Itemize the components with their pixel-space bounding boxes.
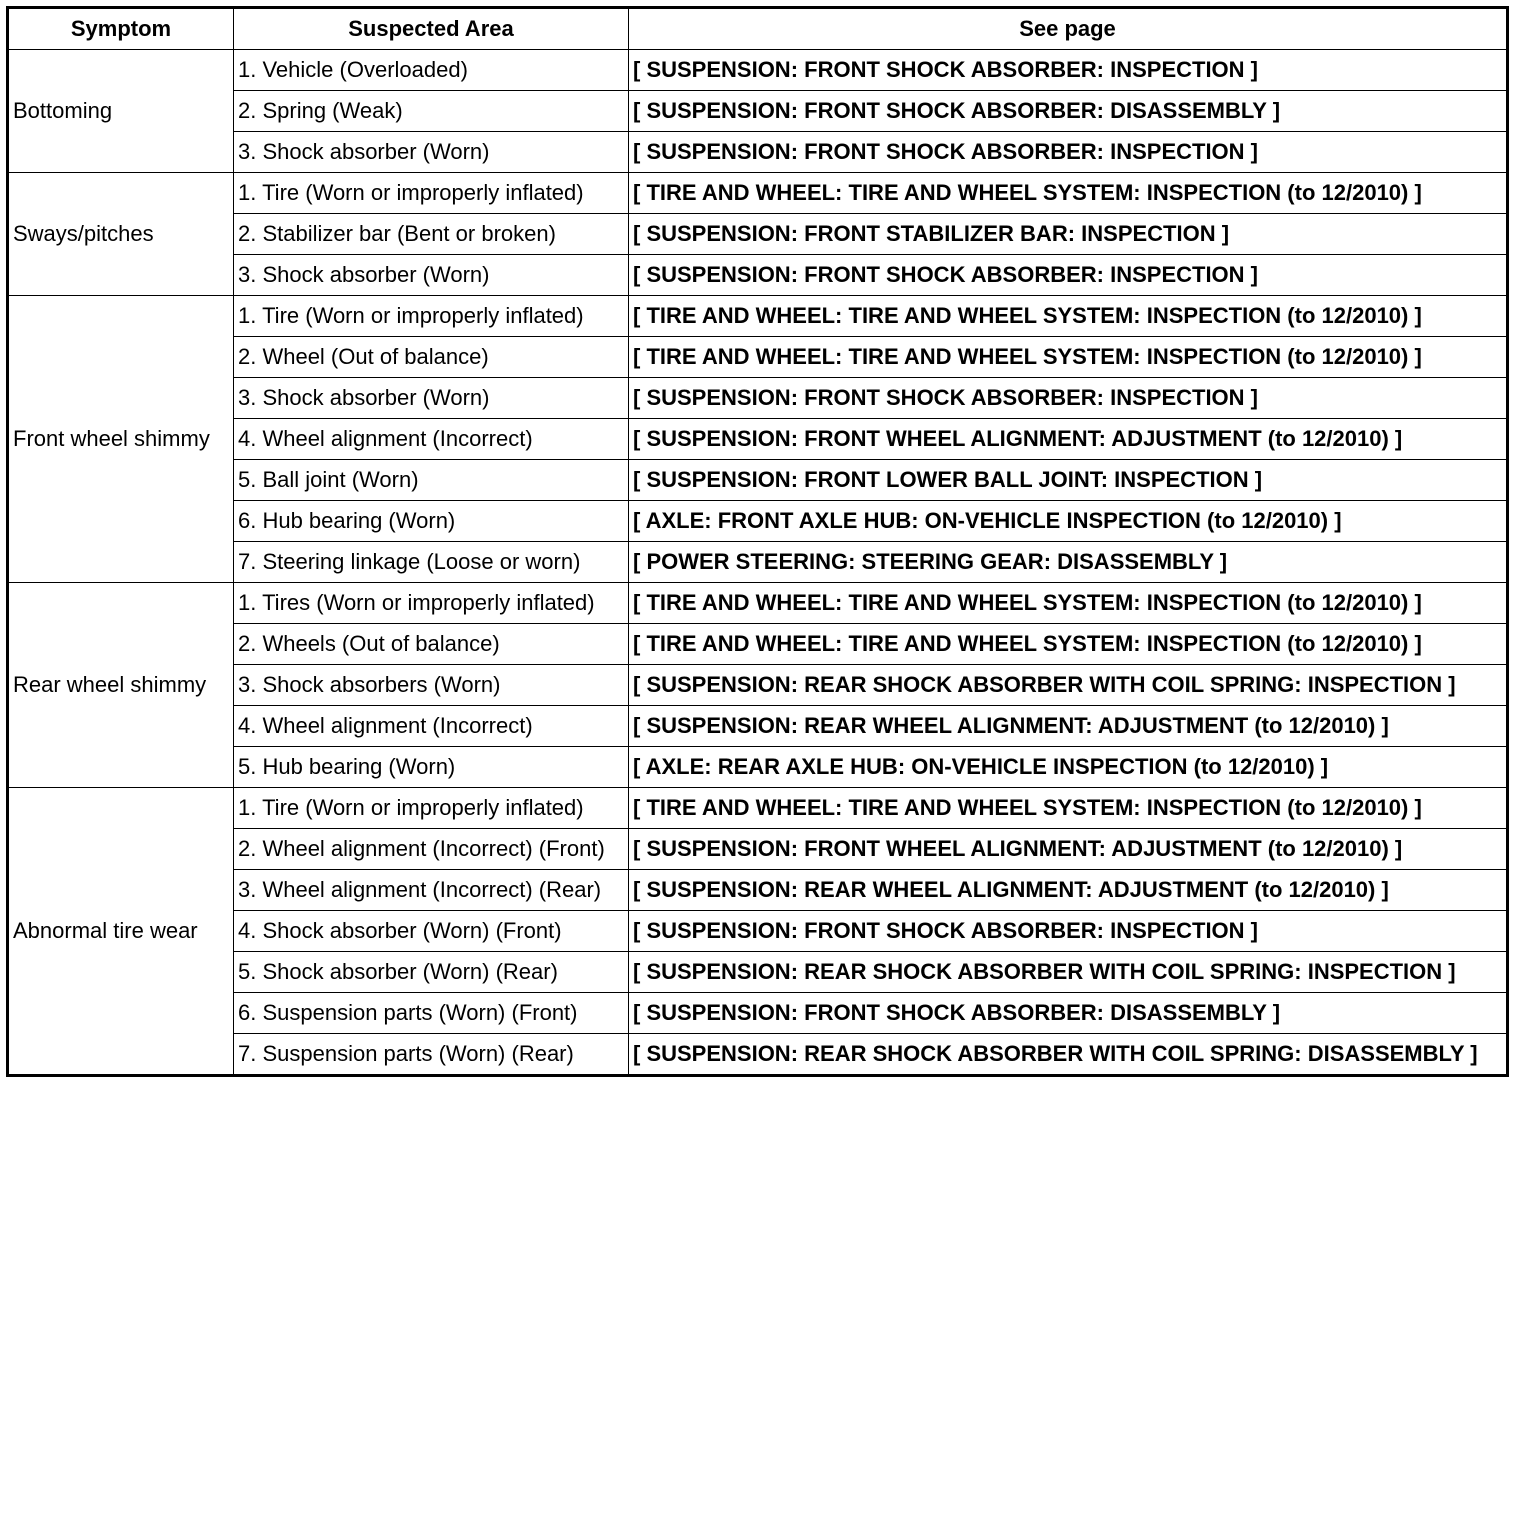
suspected-area-cell: 3. Wheel alignment (Incorrect) (Rear) bbox=[234, 870, 629, 911]
table-row bbox=[8, 50, 1508, 91]
suspected-area-cell: 4. Wheel alignment (Incorrect) bbox=[234, 706, 629, 747]
see-page-reference[interactable]: [ TIRE AND WHEEL: TIRE AND WHEEL SYSTEM: INSPECTION (to 12/2010) ] bbox=[629, 788, 1508, 829]
suspected-area-cell: 2. Spring (Weak) bbox=[234, 91, 629, 132]
see-page-reference[interactable]: [ SUSPENSION: REAR SHOCK ABSORBER WITH COIL SPRING: INSPECTION ] bbox=[629, 952, 1508, 993]
suspected-area-cell: 4. Shock absorber (Worn) (Front) bbox=[234, 911, 629, 952]
see-page-reference[interactable]: [ SUSPENSION: FRONT SHOCK ABSORBER: INSPECTION ] bbox=[629, 255, 1508, 296]
see-page-reference[interactable]: [ POWER STEERING: STEERING GEAR: DISASSEMBLY ] bbox=[629, 542, 1508, 583]
suspected-area-cell: 7. Suspension parts (Worn) (Rear) bbox=[234, 1034, 629, 1076]
table-row bbox=[8, 173, 1508, 214]
header-row bbox=[8, 8, 1508, 50]
see-page-reference[interactable]: [ SUSPENSION: FRONT SHOCK ABSORBER: DISASSEMBLY ] bbox=[629, 91, 1508, 132]
suspected-area-cell: 6. Hub bearing (Worn) bbox=[234, 501, 629, 542]
header-suspected-area: Suspected Area bbox=[234, 8, 629, 50]
suspected-area-cell: 2. Wheel (Out of balance) bbox=[234, 337, 629, 378]
suspected-area-cell: 1. Tire (Worn or improperly inflated) bbox=[234, 296, 629, 337]
suspected-area-cell: 5. Hub bearing (Worn) bbox=[234, 747, 629, 788]
symptom-cell: Rear wheel shimmy bbox=[8, 583, 234, 788]
suspected-area-cell: 2. Wheel alignment (Incorrect) (Front) bbox=[234, 829, 629, 870]
see-page-reference[interactable]: [ SUSPENSION: FRONT LOWER BALL JOINT: INSPECTION ] bbox=[629, 460, 1508, 501]
header-see-page: See page bbox=[629, 8, 1508, 50]
see-page-reference[interactable]: [ TIRE AND WHEEL: TIRE AND WHEEL SYSTEM: INSPECTION (to 12/2010) ] bbox=[629, 337, 1508, 378]
see-page-reference[interactable]: [ SUSPENSION: FRONT WHEEL ALIGNMENT: ADJUSTMENT (to 12/2010) ] bbox=[629, 829, 1508, 870]
suspected-area-cell: 1. Tire (Worn or improperly inflated) bbox=[234, 173, 629, 214]
see-page-reference[interactable]: [ TIRE AND WHEEL: TIRE AND WHEEL SYSTEM: INSPECTION (to 12/2010) ] bbox=[629, 296, 1508, 337]
suspected-area-cell: 6. Suspension parts (Worn) (Front) bbox=[234, 993, 629, 1034]
see-page-reference[interactable]: [ TIRE AND WHEEL: TIRE AND WHEEL SYSTEM: INSPECTION (to 12/2010) ] bbox=[629, 624, 1508, 665]
symptom-cell: Front wheel shimmy bbox=[8, 296, 234, 583]
symptom-cell: Sways/pitches bbox=[8, 173, 234, 296]
suspected-area-cell: 2. Stabilizer bar (Bent or broken) bbox=[234, 214, 629, 255]
see-page-reference[interactable]: [ SUSPENSION: FRONT SHOCK ABSORBER: DISASSEMBLY ] bbox=[629, 993, 1508, 1034]
suspected-area-cell: 1. Tires (Worn or improperly inflated) bbox=[234, 583, 629, 624]
table-row bbox=[8, 296, 1508, 337]
suspected-area-cell: 3. Shock absorber (Worn) bbox=[234, 255, 629, 296]
suspected-area-cell: 4. Wheel alignment (Incorrect) bbox=[234, 419, 629, 460]
header-symptom: Symptom bbox=[8, 8, 234, 50]
see-page-reference[interactable]: [ SUSPENSION: FRONT SHOCK ABSORBER: INSPECTION ] bbox=[629, 378, 1508, 419]
see-page-reference[interactable]: [ TIRE AND WHEEL: TIRE AND WHEEL SYSTEM: INSPECTION (to 12/2010) ] bbox=[629, 173, 1508, 214]
diagnosis-table bbox=[6, 6, 1509, 1077]
table-body bbox=[8, 50, 1508, 1076]
see-page-reference[interactable]: [ SUSPENSION: REAR SHOCK ABSORBER WITH COIL SPRING: DISASSEMBLY ] bbox=[629, 1034, 1508, 1076]
see-page-reference[interactable]: [ AXLE: REAR AXLE HUB: ON-VEHICLE INSPECTION (to 12/2010) ] bbox=[629, 747, 1508, 788]
suspected-area-cell: 7. Steering linkage (Loose or worn) bbox=[234, 542, 629, 583]
suspected-area-cell: 2. Wheels (Out of balance) bbox=[234, 624, 629, 665]
see-page-reference[interactable]: [ SUSPENSION: FRONT SHOCK ABSORBER: INSPECTION ] bbox=[629, 132, 1508, 173]
see-page-reference[interactable]: [ TIRE AND WHEEL: TIRE AND WHEEL SYSTEM: INSPECTION (to 12/2010) ] bbox=[629, 583, 1508, 624]
table-row bbox=[8, 788, 1508, 829]
suspected-area-cell: 3. Shock absorber (Worn) bbox=[234, 132, 629, 173]
see-page-reference[interactable]: [ SUSPENSION: FRONT WHEEL ALIGNMENT: ADJUSTMENT (to 12/2010) ] bbox=[629, 419, 1508, 460]
suspected-area-cell: 5. Shock absorber (Worn) (Rear) bbox=[234, 952, 629, 993]
suspected-area-cell: 5. Ball joint (Worn) bbox=[234, 460, 629, 501]
see-page-reference[interactable]: [ AXLE: FRONT AXLE HUB: ON-VEHICLE INSPECTION (to 12/2010) ] bbox=[629, 501, 1508, 542]
see-page-reference[interactable]: [ SUSPENSION: REAR SHOCK ABSORBER WITH COIL SPRING: INSPECTION ] bbox=[629, 665, 1508, 706]
see-page-reference[interactable]: [ SUSPENSION: REAR WHEEL ALIGNMENT: ADJUSTMENT (to 12/2010) ] bbox=[629, 870, 1508, 911]
suspected-area-cell: 3. Shock absorbers (Worn) bbox=[234, 665, 629, 706]
see-page-reference[interactable]: [ SUSPENSION: FRONT STABILIZER BAR: INSPECTION ] bbox=[629, 214, 1508, 255]
see-page-reference[interactable]: [ SUSPENSION: FRONT SHOCK ABSORBER: INSPECTION ] bbox=[629, 50, 1508, 91]
see-page-reference[interactable]: [ SUSPENSION: FRONT SHOCK ABSORBER: INSPECTION ] bbox=[629, 911, 1508, 952]
suspected-area-cell: 3. Shock absorber (Worn) bbox=[234, 378, 629, 419]
table-row bbox=[8, 583, 1508, 624]
see-page-reference[interactable]: [ SUSPENSION: REAR WHEEL ALIGNMENT: ADJUSTMENT (to 12/2010) ] bbox=[629, 706, 1508, 747]
suspected-area-cell: 1. Vehicle (Overloaded) bbox=[234, 50, 629, 91]
symptom-cell: Bottoming bbox=[8, 50, 234, 173]
suspected-area-cell: 1. Tire (Worn or improperly inflated) bbox=[234, 788, 629, 829]
symptom-cell: Abnormal tire wear bbox=[8, 788, 234, 1076]
